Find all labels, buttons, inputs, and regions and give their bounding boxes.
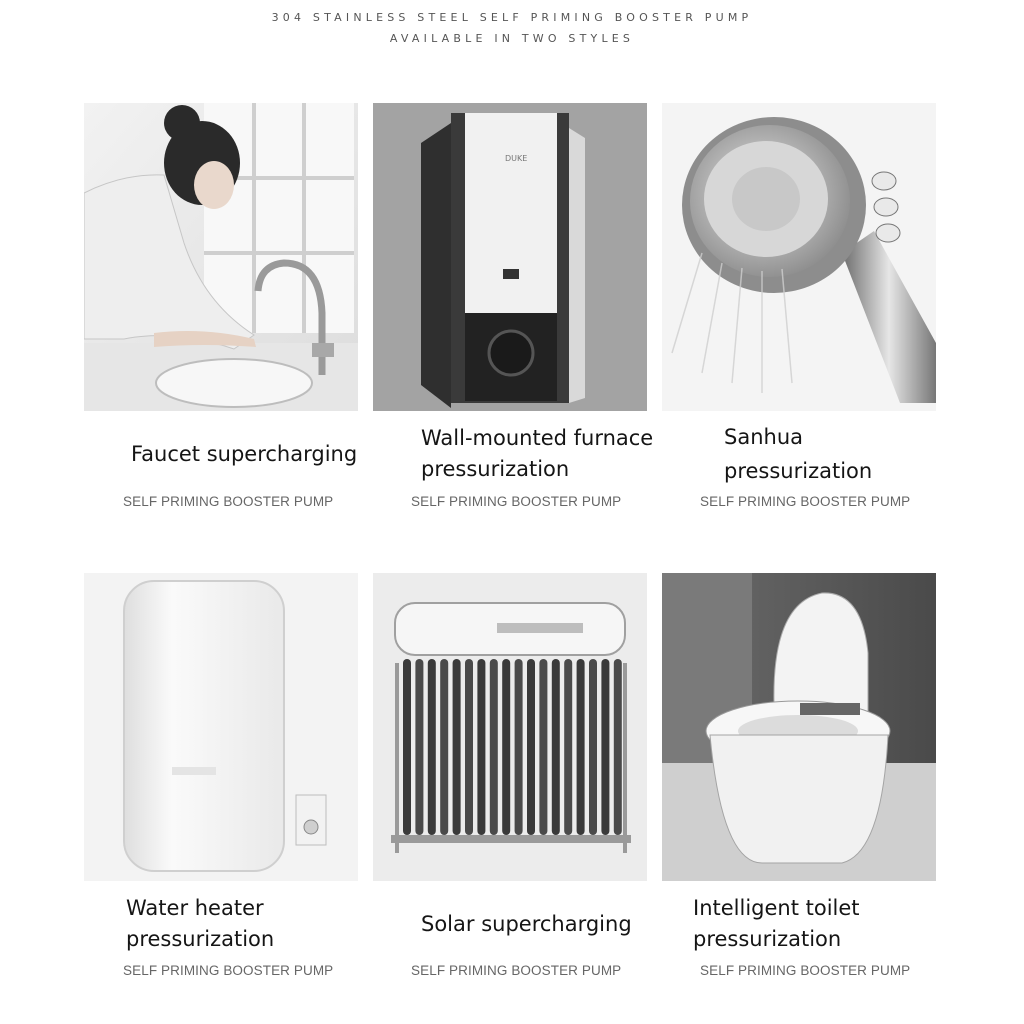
solar-tube bbox=[465, 659, 473, 835]
header-line-1: 304 STAINLESS STEEL SELF PRIMING BOOSTER PUMP bbox=[271, 11, 753, 24]
solar-tube bbox=[453, 659, 461, 835]
solar-tube bbox=[564, 659, 572, 835]
solar-heater-photo bbox=[373, 573, 647, 881]
card-subtitle: SELF PRIMING BOOSTER PUMP bbox=[123, 494, 334, 509]
card-subtitle: SELF PRIMING BOOSTER PUMP bbox=[123, 963, 334, 978]
solar-tube bbox=[577, 659, 585, 835]
card-subtitle: SELF PRIMING BOOSTER PUMP bbox=[700, 963, 911, 978]
solar-tube bbox=[589, 659, 597, 835]
card-subtitle: SELF PRIMING BOOSTER PUMP bbox=[411, 963, 622, 978]
header-line-2: AVAILABLE IN TWO STYLES bbox=[389, 32, 635, 45]
solar-tube bbox=[477, 659, 485, 835]
card-subtitle: SELF PRIMING BOOSTER PUMP bbox=[700, 494, 911, 509]
faucet-photo bbox=[84, 103, 358, 411]
svg-text:DUKE: DUKE bbox=[505, 154, 528, 163]
card-title: Intelligent toilet pressurization bbox=[693, 896, 860, 951]
solar-tube bbox=[539, 659, 547, 835]
card-title: Water heater pressurization bbox=[126, 896, 275, 951]
card-title: Sanhua pressurization bbox=[724, 425, 873, 483]
card-title: Wall-mounted furnace pressurization bbox=[421, 426, 654, 481]
wall-furnace-photo bbox=[373, 103, 647, 411]
card-subtitle: SELF PRIMING BOOSTER PUMP bbox=[411, 494, 622, 509]
water-heater-photo bbox=[84, 573, 358, 881]
card-title: Solar supercharging bbox=[421, 912, 632, 936]
solar-tube bbox=[403, 659, 411, 835]
card-title: Faucet supercharging bbox=[131, 442, 358, 466]
solar-tube bbox=[490, 659, 498, 835]
solar-tube bbox=[552, 659, 560, 835]
solar-tube bbox=[614, 659, 622, 835]
solar-tube bbox=[502, 659, 510, 835]
solar-tube bbox=[601, 659, 609, 835]
solar-tube bbox=[415, 659, 423, 835]
shower-head-photo bbox=[662, 103, 936, 411]
solar-tube bbox=[428, 659, 436, 835]
solar-tube bbox=[527, 659, 535, 835]
solar-tube bbox=[515, 659, 523, 835]
smart-toilet-photo bbox=[662, 573, 936, 881]
solar-tube bbox=[440, 659, 448, 835]
